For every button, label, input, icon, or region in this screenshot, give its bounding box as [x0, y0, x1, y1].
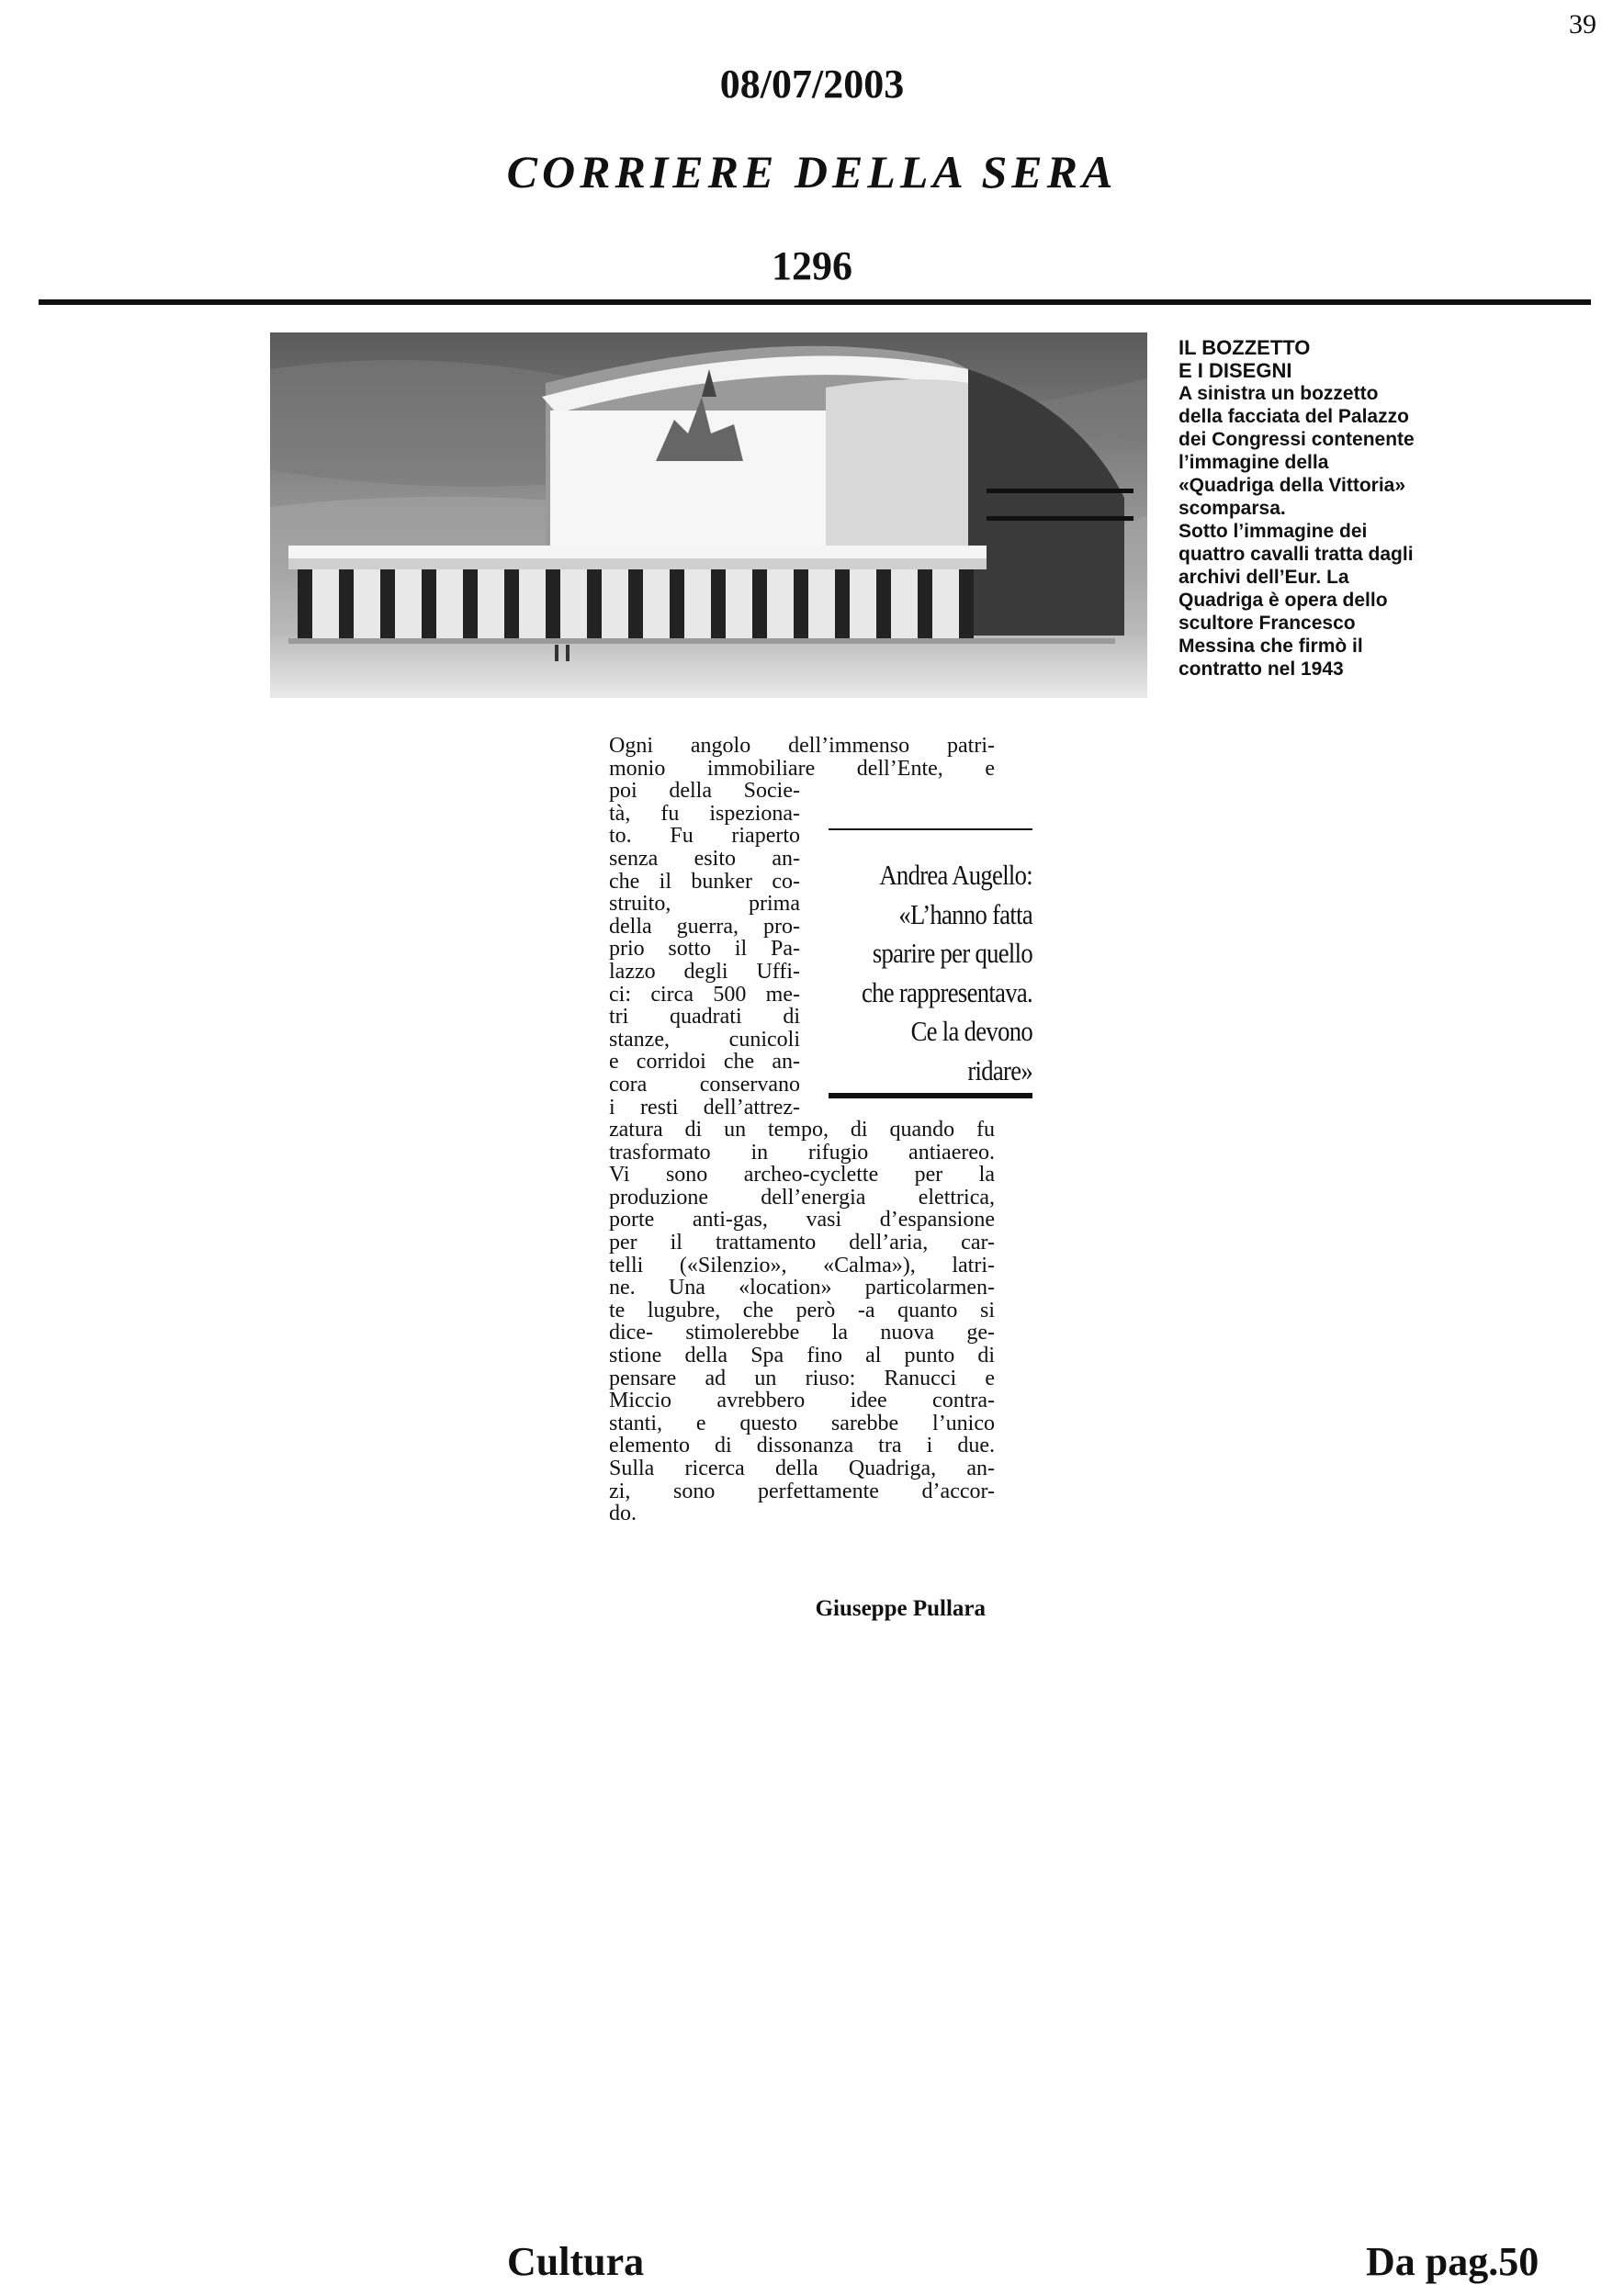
article-line: pensare ad un riuso: Ranucci e — [609, 1366, 995, 1390]
article-line: senza esito an- — [609, 846, 800, 871]
issue-number: 1296 — [772, 243, 852, 288]
caption-line: scultore Francesco — [1179, 613, 1356, 634]
article-line: monio immobiliare dell’Ente, e — [609, 756, 995, 781]
pull-quote-top-rule — [829, 828, 1032, 830]
article-byline: Giuseppe Pullara — [815, 1596, 986, 1621]
article-line: do. — [609, 1502, 637, 1526]
article-line: produzione dell’energia elettrica, — [609, 1185, 995, 1210]
pull-quote-line: Andrea Augello: — [879, 859, 1032, 891]
palazzo-dei-congressi-sketch-image — [270, 332, 1147, 698]
article-line: cora conservano — [609, 1072, 800, 1097]
article-line: Vi sono archeo-cyclette per la — [609, 1163, 995, 1187]
article-line: porte anti-gas, vasi d’espansione — [609, 1208, 995, 1232]
article-line: telli («Silenzio», «Calma»), latri- — [609, 1253, 995, 1277]
publication-date: 08/07/2003 — [719, 62, 905, 107]
article-line: ci: circa 500 me- — [609, 982, 800, 1007]
pull-quote-text — [857, 856, 1032, 1090]
article-line: to. Fu riaperto — [609, 824, 800, 849]
article-line: e corridoi che an- — [609, 1050, 800, 1075]
section-label: Cultura — [507, 2239, 645, 2284]
article-line: che il bunker co- — [609, 869, 800, 894]
article-line: te lugubre, che però -a quanto si — [609, 1298, 995, 1322]
newspaper-masthead: CORRIERE DELLA SERA — [506, 146, 1118, 197]
article-line: tà, fu ispeziona- — [609, 801, 800, 826]
article-line: trasformato in rifugio antiaereo. — [609, 1140, 995, 1165]
article-line: prio sotto il Pa- — [609, 937, 800, 962]
article-line: lazzo degli Uffi- — [609, 959, 800, 984]
article-line: stione della Spa fino al punto di — [609, 1344, 995, 1368]
caption-line: Messina che firmò il — [1179, 636, 1363, 657]
article-line: stanti, e questo sarebbe l’unico — [609, 1411, 995, 1435]
caption-line: Quadriga è opera dello — [1179, 590, 1388, 611]
caption-line: archivi dell’Eur. La — [1179, 567, 1349, 588]
page-number: 39 — [1569, 9, 1596, 39]
caption-heading-line: E I DISEGNI — [1179, 359, 1292, 382]
header-rule — [39, 299, 1591, 305]
article-line: zatura di un tempo, di quando fu — [609, 1118, 995, 1142]
caption-line: l’immagine della — [1179, 452, 1329, 473]
pull-quote-line: Ce la devono — [910, 1015, 1032, 1047]
article-line: Miccio avrebbero idee contra- — [609, 1389, 995, 1413]
article-line: elemento di dissonanza tra i due. — [609, 1434, 995, 1458]
pull-quote-line: che rappresentava. — [862, 975, 1032, 1008]
article-line: i resti dell’attrez- — [609, 1095, 800, 1120]
photo-caption — [1179, 336, 1482, 681]
article-line: struito, prima — [609, 892, 800, 917]
caption-line: «Quadriga della Vittoria» — [1179, 475, 1406, 496]
caption-line: Sotto l’immagine dei — [1179, 521, 1368, 542]
article-line: della guerra, pro- — [609, 914, 800, 939]
article-body — [609, 735, 995, 1525]
article-line: zi, sono perfettamente d’accor- — [609, 1479, 995, 1503]
article-line: tri quadrati di — [609, 1005, 800, 1030]
caption-line: dei Congressi contenente — [1179, 429, 1415, 450]
caption-line: contratto nel 1943 — [1179, 658, 1344, 680]
article-line: Ogni angolo dell’immenso patri- — [609, 734, 995, 758]
continued-from-label: Da pag.50 — [1366, 2239, 1539, 2284]
article-line: per il trattamento dell’aria, car- — [609, 1231, 995, 1255]
article-line: Sulla ricerca della Quadriga, an- — [609, 1457, 995, 1480]
caption-line: A sinistra un bozzetto — [1179, 383, 1379, 404]
pull-quote-line: sparire per quello — [872, 937, 1032, 969]
article-line: dice- stimolerebbe la nuova ge- — [609, 1321, 995, 1345]
pull-quote-bottom-rule — [829, 1093, 1032, 1098]
caption-heading-line: IL BOZZETTO — [1179, 336, 1311, 359]
caption-line: della facciata del Palazzo — [1179, 406, 1409, 427]
caption-line: scomparsa. — [1179, 498, 1286, 519]
pull-quote-line: «L’hanno fatta — [898, 897, 1032, 930]
article-line: poi della Socie- — [609, 779, 800, 804]
pull-quote-line: ridare» — [967, 1053, 1032, 1086]
caption-line: quattro cavalli tratta dagli — [1179, 544, 1414, 565]
article-line: stanze, cunicoli — [609, 1027, 800, 1052]
article-line: ne. Una «location» particolarmen- — [609, 1276, 995, 1300]
